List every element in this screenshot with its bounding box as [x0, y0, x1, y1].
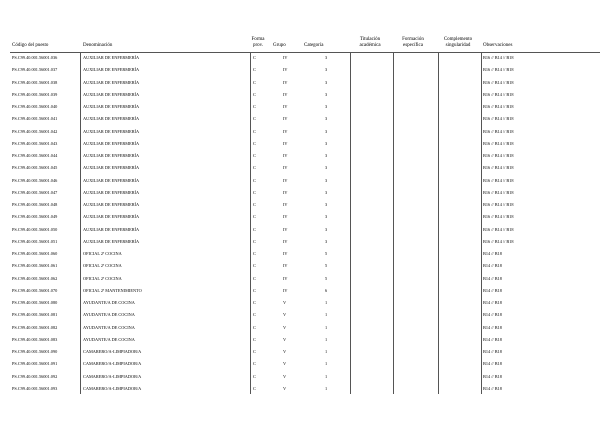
table-row [0, 309, 615, 321]
cell-grupo: IV [283, 91, 288, 97]
table-row [0, 346, 615, 358]
cell-grupo: IV [283, 226, 288, 232]
table-row [0, 126, 615, 138]
header-categoria: Categoría [304, 43, 324, 48]
cell-codigo: PS.C99.40.001.56001.049 [12, 214, 58, 220]
header-formacion [393, 37, 433, 49]
cell-grupo: V [283, 300, 287, 305]
cell-denominacion: AUXILIAR DE ENFERMERÍA [83, 116, 140, 122]
cell-observaciones: B14 // B18 [483, 263, 502, 269]
cell-observaciones: B14 // B18 [483, 385, 502, 391]
cell-denominacion: AUXILIAR DE ENFERMERÍA [83, 177, 140, 183]
cell-forma-prov: C [253, 361, 256, 367]
header-titulacion [350, 37, 390, 49]
header-forma-prov-line1: Forma [251, 37, 265, 42]
table-row [0, 89, 615, 101]
table-row [0, 77, 615, 89]
table-row [0, 199, 615, 211]
cell-codigo: PS.C99.40.001.56001.091 [12, 361, 58, 367]
cell-grupo: V [283, 324, 287, 330]
cell-forma-prov: C [253, 55, 256, 60]
cell-codigo: PS.C99.40.001.56001.037 [12, 67, 58, 73]
cell-codigo: PS.C99.40.001.56001.083 [12, 336, 58, 342]
cell-observaciones: B16 // B14 // B18 [483, 104, 514, 109]
cell-denominacion: AUXILIAR DE ENFERMERÍA [83, 153, 140, 158]
cell-denominacion: OFICIAL 2ª COCINA [83, 251, 122, 256]
cell-codigo: PS.C99.40.001.56001.042 [12, 128, 58, 134]
cell-categoria: 3 [325, 55, 328, 60]
cell-forma-prov: C [253, 128, 256, 134]
cell-forma-prov: C [253, 67, 256, 73]
table-row [0, 64, 615, 76]
cell-denominacion: CAMARERO/A-LIMPIADOR/A [83, 349, 142, 354]
cell-categoria: 5 [325, 251, 328, 256]
cell-observaciones: B16 // B14 // B18 [483, 238, 514, 244]
cell-observaciones: B16 // B14 // B18 [483, 165, 514, 171]
cell-grupo: IV [283, 116, 288, 122]
cell-categoria: 1 [325, 324, 328, 330]
table-row [0, 371, 615, 383]
cell-forma-prov: C [253, 140, 256, 146]
cell-grupo: IV [283, 140, 288, 146]
cell-grupo: V [283, 385, 287, 391]
cell-categoria: 1 [325, 312, 328, 318]
cell-observaciones: B14 // B18 [483, 349, 502, 354]
cell-forma-prov: C [253, 300, 256, 305]
cell-codigo: PS.C99.40.001.56001.041 [12, 116, 58, 122]
cell-forma-prov: C [253, 214, 256, 220]
cell-grupo: IV [283, 104, 288, 109]
cell-codigo: PS.C99.40.001.56001.090 [12, 349, 58, 354]
cell-codigo: PS.C99.40.001.56001.046 [12, 177, 58, 183]
cell-denominacion: CAMARERO/A-LIMPIADOR/A [83, 373, 142, 379]
cell-forma-prov: C [253, 202, 256, 207]
table-row [0, 187, 615, 199]
cell-categoria: 5 [325, 275, 328, 281]
cell-codigo: PS.C99.40.001.56001.038 [12, 79, 58, 85]
cell-observaciones: B16 // B14 // B18 [483, 55, 514, 60]
cell-observaciones: B16 // B14 // B18 [483, 226, 514, 232]
cell-denominacion: AYUDANTE/A DE COCINA [83, 312, 135, 318]
cell-grupo: IV [283, 251, 288, 256]
cell-grupo: IV [283, 263, 288, 269]
header-complemento-line1: Complemento [443, 37, 473, 42]
cell-forma-prov: C [253, 263, 256, 269]
cell-categoria: 3 [325, 116, 328, 122]
header-grupo: Grupo [273, 43, 286, 48]
cell-categoria: 3 [325, 214, 328, 220]
cell-codigo: PS.C99.40.001.56001.092 [12, 373, 58, 379]
cell-grupo: IV [283, 128, 288, 134]
cell-codigo: PS.C99.40.001.56001.081 [12, 312, 58, 318]
cell-observaciones: B16 // B14 // B18 [483, 116, 514, 122]
cell-denominacion: CAMARERO/A-LIMPIADOR/A [83, 361, 142, 367]
cell-observaciones: B14 // B18 [483, 324, 502, 330]
table-row [0, 358, 615, 370]
cell-observaciones: B16 // B14 // B18 [483, 128, 514, 134]
header-denominacion: Denominación [83, 43, 113, 48]
cell-denominacion: AYUDANTE/A DE COCINA [83, 336, 135, 342]
cell-categoria: 1 [325, 385, 328, 391]
cell-codigo: PS.C99.40.001.56001.060 [12, 251, 58, 256]
cell-codigo: PS.C99.40.001.56001.050 [12, 226, 58, 232]
cell-codigo: PS.C99.40.001.56001.062 [12, 275, 58, 281]
cell-observaciones: B16 // B14 // B18 [483, 67, 514, 73]
cell-denominacion: OFICIAL 2ª COCINA [83, 263, 122, 269]
table-row [0, 101, 615, 113]
cell-categoria: 5 [325, 263, 328, 269]
header-formacion-line2: específica [403, 43, 423, 48]
header-complemento [436, 37, 480, 49]
cell-categoria: 3 [325, 91, 328, 97]
cell-grupo: IV [283, 238, 288, 244]
cell-observaciones: B16 // B14 // B18 [483, 202, 514, 207]
cell-forma-prov: C [253, 226, 256, 232]
cell-denominacion: AUXILIAR DE ENFERMERÍA [83, 214, 140, 220]
header-complemento-line2: singularidad [445, 43, 471, 48]
cell-denominacion: AUXILIAR DE ENFERMERÍA [83, 128, 140, 134]
header-codigo: Código del puesto [12, 43, 49, 48]
cell-grupo: IV [283, 189, 288, 195]
cell-observaciones: B14 // B18 [483, 373, 502, 379]
cell-categoria: 3 [325, 104, 328, 109]
table-row [0, 211, 615, 223]
cell-codigo: PS.C99.40.001.56001.048 [12, 202, 58, 207]
cell-denominacion: AUXILIAR DE ENFERMERÍA [83, 67, 140, 73]
cell-denominacion: AUXILIAR DE ENFERMERÍA [83, 104, 140, 109]
cell-denominacion: AUXILIAR DE ENFERMERÍA [83, 79, 140, 85]
cell-forma-prov: C [253, 238, 256, 244]
cell-observaciones: B14 // B18 [483, 312, 502, 318]
cell-grupo: IV [283, 79, 288, 85]
cell-forma-prov: C [253, 177, 256, 183]
cell-codigo: PS.C99.40.001.56001.082 [12, 324, 58, 330]
cell-grupo: IV [283, 287, 288, 293]
cell-forma-prov: C [253, 153, 256, 158]
cell-categoria: 3 [325, 153, 328, 158]
cell-forma-prov: C [253, 385, 256, 391]
cell-codigo: PS.C99.40.001.56001.093 [12, 385, 58, 391]
cell-grupo: IV [283, 153, 288, 158]
cell-categoria: 3 [325, 202, 328, 207]
cell-observaciones: B14 // B18 [483, 336, 502, 342]
cell-denominacion: AYUDANTE/A DE COCINA [83, 324, 135, 330]
cell-codigo: PS.C99.40.001.56001.047 [12, 189, 58, 195]
cell-denominacion: OFICIAL 2ª COCINA [83, 275, 122, 281]
cell-forma-prov: C [253, 104, 256, 109]
table-row [0, 113, 615, 125]
cell-grupo: IV [283, 55, 288, 60]
header-titulacion-line2: académica [359, 43, 381, 48]
cell-grupo: IV [283, 202, 288, 207]
cell-observaciones: B16 // B14 // B18 [483, 153, 514, 158]
cell-codigo: PS.C99.40.001.56001.070 [12, 287, 58, 293]
cell-grupo: V [283, 361, 287, 367]
cell-categoria: 3 [325, 189, 328, 195]
cell-observaciones: B14 // B18 [483, 300, 502, 305]
cell-forma-prov: C [253, 116, 256, 122]
cell-denominacion: AUXILIAR DE ENFERMERÍA [83, 55, 140, 60]
cell-forma-prov: C [253, 251, 256, 256]
cell-forma-prov: C [253, 275, 256, 281]
cell-categoria: 3 [325, 140, 328, 146]
cell-codigo: PS.C99.40.001.56001.044 [12, 153, 58, 158]
header-forma-prov [248, 37, 268, 49]
cell-denominacion: AUXILIAR DE ENFERMERÍA [83, 226, 140, 232]
table-row [0, 334, 615, 346]
cell-grupo: IV [283, 214, 288, 220]
cell-denominacion: CAMARERO/A-LIMPIADOR/A [83, 385, 142, 391]
table-row [0, 285, 615, 297]
cell-categoria: 3 [325, 226, 328, 232]
header-observaciones: Observaciones [483, 43, 513, 48]
cell-grupo: IV [283, 67, 288, 73]
cell-observaciones: B14 // B18 [483, 287, 502, 293]
cell-categoria: 3 [325, 67, 328, 73]
cell-denominacion: AUXILIAR DE ENFERMERÍA [83, 165, 140, 171]
table-row [0, 224, 615, 236]
cell-forma-prov: C [253, 336, 256, 342]
cell-categoria: 1 [325, 336, 328, 342]
cell-categoria: 6 [325, 287, 328, 293]
header-formacion-line1: Formación [402, 37, 424, 42]
cell-codigo: PS.C99.40.001.56001.040 [12, 104, 58, 109]
cell-forma-prov: C [253, 312, 256, 318]
cell-codigo: PS.C99.40.001.56001.039 [12, 91, 58, 97]
cell-denominacion: AYUDANTE/A DE COCINA [83, 300, 135, 305]
table-row [0, 52, 615, 64]
cell-observaciones: B16 // B14 // B18 [483, 177, 514, 183]
cell-observaciones: B14 // B18 [483, 361, 502, 367]
cell-categoria: 1 [325, 361, 328, 367]
cell-grupo: V [283, 336, 287, 342]
table-row [0, 273, 615, 285]
table-row [0, 383, 615, 395]
cell-codigo: PS.C99.40.001.56001.080 [12, 300, 58, 305]
cell-forma-prov: C [253, 91, 256, 97]
cell-observaciones: B14 // B18 [483, 251, 502, 256]
table-row [0, 175, 615, 187]
table-row [0, 322, 615, 334]
cell-observaciones: B14 // B18 [483, 275, 502, 281]
cell-categoria: 1 [325, 349, 328, 354]
cell-codigo: PS.C99.40.001.56001.051 [12, 238, 58, 244]
cell-denominacion: AUXILIAR DE ENFERMERÍA [83, 238, 140, 244]
table-row [0, 236, 615, 248]
cell-categoria: 1 [325, 300, 328, 305]
cell-forma-prov: C [253, 287, 256, 293]
cell-grupo: IV [283, 165, 288, 171]
table-row [0, 248, 615, 260]
cell-forma-prov: C [253, 79, 256, 85]
cell-categoria: 1 [325, 373, 328, 379]
header-forma-prov-line2: prov. [252, 43, 264, 48]
cell-denominacion: AUXILIAR DE ENFERMERÍA [83, 189, 140, 195]
cell-denominacion: AUXILIAR DE ENFERMERÍA [83, 202, 140, 207]
cell-forma-prov: C [253, 324, 256, 330]
cell-categoria: 3 [325, 177, 328, 183]
table-row [0, 297, 615, 309]
cell-observaciones: B16 // B14 // B18 [483, 214, 514, 220]
cell-codigo: PS.C99.40.001.56001.036 [12, 55, 58, 60]
cell-categoria: 3 [325, 79, 328, 85]
cell-observaciones: B16 // B14 // B18 [483, 91, 514, 97]
cell-denominacion: AUXILIAR DE ENFERMERÍA [83, 91, 140, 97]
cell-forma-prov: C [253, 189, 256, 195]
cell-categoria: 3 [325, 128, 328, 134]
cell-observaciones: B16 // B14 // B18 [483, 189, 514, 195]
table-row [0, 150, 615, 162]
cell-grupo: IV [283, 177, 288, 183]
cell-categoria: 3 [325, 238, 328, 244]
cell-forma-prov: C [253, 165, 256, 171]
cell-forma-prov: C [253, 373, 256, 379]
cell-categoria: 3 [325, 165, 328, 171]
cell-grupo: V [283, 312, 287, 318]
cell-codigo: PS.C99.40.001.56001.061 [12, 263, 58, 269]
cell-observaciones: B16 // B14 // B18 [483, 79, 514, 85]
header-titulacion-line1: Titulación [359, 37, 381, 42]
cell-forma-prov: C [253, 349, 256, 354]
table-row [0, 138, 615, 150]
table-row [0, 162, 615, 174]
cell-denominacion: AUXILIAR DE ENFERMERÍA [83, 140, 140, 146]
cell-grupo: V [283, 349, 287, 354]
cell-codigo: PS.C99.40.001.56001.045 [12, 165, 58, 171]
cell-grupo: IV [283, 275, 288, 281]
cell-observaciones: B16 // B14 // B18 [483, 140, 514, 146]
cell-codigo: PS.C99.40.001.56001.043 [12, 140, 58, 146]
cell-denominacion: OFICIAL 2ª MANTENIMIENTO [83, 287, 142, 293]
table-row [0, 260, 615, 272]
cell-grupo: V [283, 373, 287, 379]
